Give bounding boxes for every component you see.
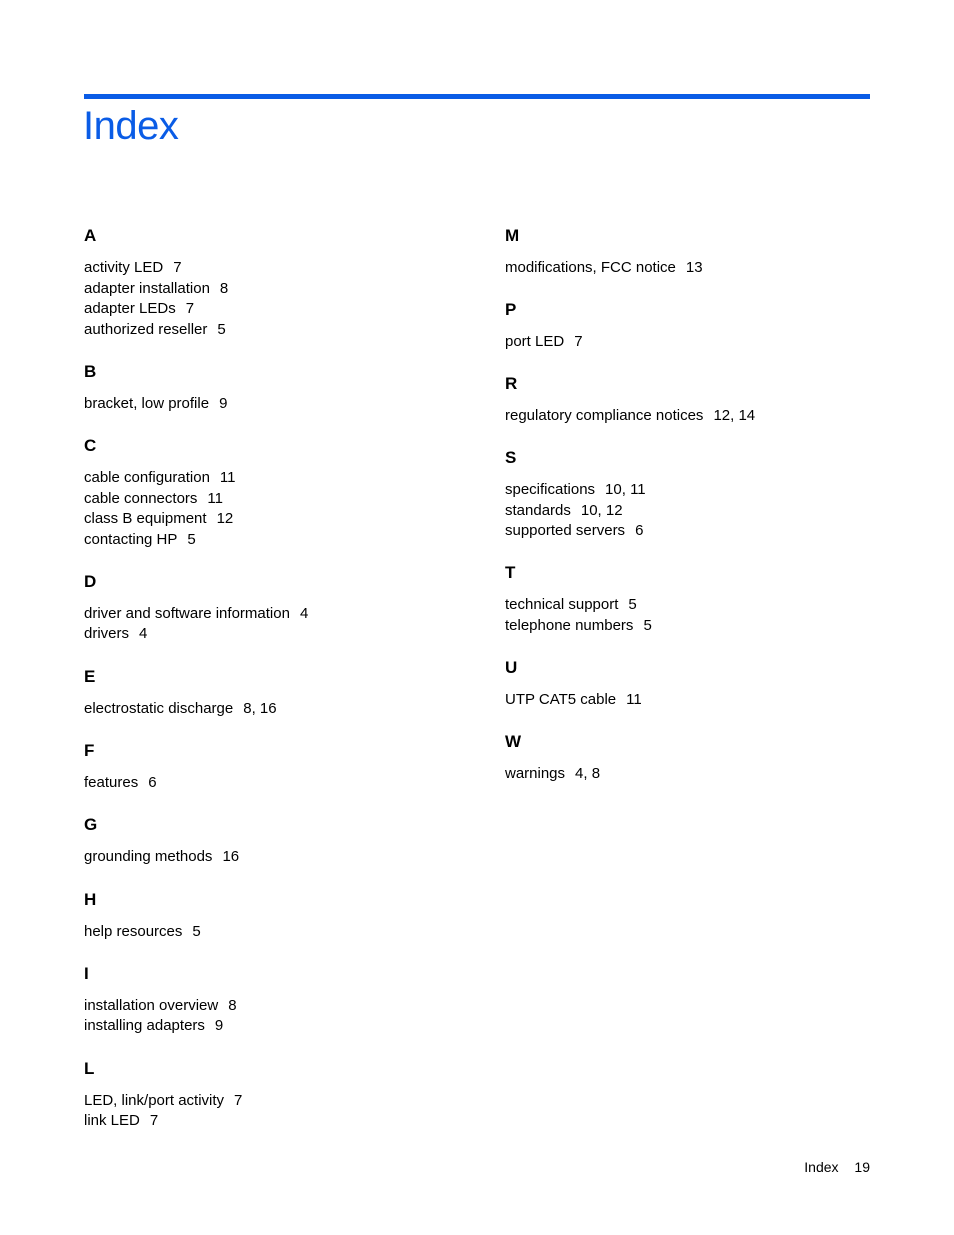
index-letter-heading: R <box>505 374 518 393</box>
index-term: contacting HP <box>84 530 178 548</box>
index-entry <box>84 922 484 943</box>
index-entry <box>505 764 905 785</box>
index-entry <box>84 279 484 300</box>
index-column-left <box>84 224 484 1151</box>
index-group-a <box>84 224 484 340</box>
index-term: installing adapters <box>84 1017 205 1035</box>
index-page-ref[interactable]: 13 <box>685 259 703 276</box>
index-term: port LED <box>505 333 565 350</box>
index-page-ref[interactable]: 5 <box>643 616 652 634</box>
index-term: adapter LEDs <box>84 300 176 317</box>
index-page-ref[interactable]: 8 <box>228 996 237 1014</box>
index-entry <box>84 1091 484 1112</box>
index-group-c <box>84 434 484 550</box>
index-entry <box>84 847 484 868</box>
index-term: UTP CAT5 cable <box>505 690 617 708</box>
index-entry <box>84 489 484 510</box>
index-page-ref[interactable]: 16 <box>222 848 240 866</box>
index-entry-list <box>84 468 484 550</box>
index-entry-list <box>84 699 484 720</box>
index-entry <box>84 624 484 645</box>
index-group-s <box>505 446 905 542</box>
index-page-ref[interactable]: 4 <box>299 604 309 622</box>
index-group-b <box>84 360 484 415</box>
index-group-l <box>84 1057 484 1132</box>
index-letter-heading: C <box>84 436 97 456</box>
index-page-ref[interactable]: 7 <box>185 300 195 317</box>
index-page-ref[interactable]: 8 <box>219 279 229 297</box>
index-entry-list <box>84 1091 484 1132</box>
index-term: warnings <box>505 764 566 782</box>
index-term: grounding methods <box>84 848 213 866</box>
index-letter-heading: A <box>84 226 97 245</box>
index-term: cable connectors <box>84 489 198 507</box>
index-page-ref[interactable]: 5 <box>628 596 637 613</box>
index-term: LED, link/port activity <box>84 1091 225 1109</box>
index-term: regulatory compliance notices <box>505 407 704 424</box>
index-column-right <box>505 224 905 804</box>
index-term: technical support <box>505 596 619 613</box>
index-entry <box>84 394 484 415</box>
index-entry-list <box>84 847 484 868</box>
index-entry-list <box>84 394 484 415</box>
index-entry <box>84 530 484 551</box>
index-group-e <box>84 665 484 720</box>
index-term: class B equipment <box>84 510 207 528</box>
index-term: standards <box>505 501 571 519</box>
index-term: driver and software information <box>84 604 290 622</box>
index-page-ref[interactable]: 11 <box>219 469 236 487</box>
index-entry <box>84 773 484 794</box>
index-entry-list <box>84 604 484 645</box>
index-group-w <box>505 730 905 785</box>
index-group-g <box>84 813 484 868</box>
index-entry-list <box>505 480 905 542</box>
index-entry-list <box>505 258 905 279</box>
index-term: help resources <box>84 922 183 940</box>
index-page-ref[interactable]: 11 <box>207 489 223 507</box>
index-term: installation overview <box>84 996 219 1014</box>
index-entry-list <box>505 690 905 711</box>
index-entry <box>84 604 484 625</box>
index-term: electrostatic discharge <box>84 699 234 717</box>
index-entry <box>505 332 905 353</box>
index-page-ref[interactable]: 7 <box>234 1091 243 1109</box>
index-page-ref[interactable]: 7 <box>173 259 182 276</box>
index-entry-list <box>84 996 484 1037</box>
index-entry <box>505 595 905 616</box>
index-entry <box>84 1111 484 1132</box>
index-page-ref[interactable]: 10, 11 <box>605 481 646 498</box>
index-page-ref[interactable]: 7 <box>574 333 583 350</box>
index-entry <box>505 480 905 501</box>
index-page-ref[interactable]: 11 <box>626 690 642 708</box>
index-term: activity LED <box>84 259 164 276</box>
index-entry-list <box>505 406 905 427</box>
index-page-ref[interactable]: 12, 14 <box>713 407 756 424</box>
index-term: supported servers <box>505 522 626 539</box>
index-entry <box>84 320 484 341</box>
index-page-ref[interactable]: 5 <box>187 530 196 548</box>
index-entry-list <box>505 595 905 636</box>
index-entry <box>505 521 905 542</box>
index-group-d <box>84 570 484 645</box>
index-letter-heading: W <box>505 731 522 751</box>
index-entry-list <box>84 773 484 794</box>
index-entry <box>84 509 484 530</box>
index-group-t <box>505 561 905 636</box>
index-group-u <box>505 656 905 711</box>
index-letter-heading: M <box>505 226 520 245</box>
index-entry <box>505 406 905 427</box>
index-group-r <box>505 372 905 427</box>
index-page-ref[interactable]: 7 <box>149 1112 159 1130</box>
index-entry <box>84 996 484 1017</box>
index-entry <box>84 699 484 720</box>
index-entry-list <box>84 922 484 943</box>
index-entry <box>505 501 905 522</box>
index-term: link LED <box>84 1112 140 1130</box>
index-term: telephone numbers <box>505 616 634 634</box>
index-letter-heading: U <box>505 657 518 677</box>
index-group-p <box>505 298 905 353</box>
page-title: Index <box>83 104 179 148</box>
index-group-h <box>84 888 484 943</box>
page-number: 19 <box>854 1159 870 1175</box>
index-term: authorized reseller <box>84 320 208 338</box>
index-page-ref[interactable]: 6 <box>148 773 157 791</box>
header-rule <box>84 94 870 99</box>
index-term: drivers <box>84 625 130 643</box>
index-entry-list <box>505 764 905 785</box>
index-group-m <box>505 224 905 279</box>
index-letter-heading: I <box>84 963 89 983</box>
footer-section-label: Index <box>804 1159 839 1175</box>
index-letter-heading: S <box>505 448 517 467</box>
index-letter-heading: F <box>84 740 95 760</box>
index-page-ref[interactable]: 6 <box>635 522 644 539</box>
index-entry <box>84 1016 484 1037</box>
index-entry <box>505 690 905 711</box>
index-entry <box>505 258 905 279</box>
index-entry <box>84 258 484 279</box>
index-page-ref[interactable]: 4, 8 <box>575 764 601 782</box>
index-entry-list <box>505 332 905 353</box>
index-letter-heading: T <box>505 563 516 582</box>
index-page-ref[interactable]: 5 <box>192 922 201 940</box>
index-term: features <box>84 773 139 791</box>
index-letter-heading: G <box>84 815 98 835</box>
index-entry <box>84 468 484 489</box>
index-entry <box>84 299 484 320</box>
index-entry-list <box>84 258 484 340</box>
index-page-ref[interactable]: 5 <box>217 320 226 338</box>
index-group-i <box>84 962 484 1037</box>
index-letter-heading: D <box>84 571 97 591</box>
index-letter-heading: H <box>84 889 97 909</box>
index-page-ref[interactable]: 9 <box>219 394 228 412</box>
index-term: adapter installation <box>84 279 210 297</box>
index-letter-heading: P <box>505 300 517 319</box>
index-entry <box>505 616 905 637</box>
index-term: specifications <box>505 481 596 498</box>
index-page-ref[interactable]: 9 <box>214 1017 224 1035</box>
index-term: cable configuration <box>84 469 210 487</box>
index-page-ref[interactable]: 4 <box>139 625 148 643</box>
index-term: bracket, low profile <box>84 394 210 412</box>
index-page-ref[interactable]: 10, 12 <box>580 501 623 519</box>
index-group-f <box>84 739 484 794</box>
index-page-ref[interactable]: 8, 16 <box>243 699 277 717</box>
index-letter-heading: B <box>84 361 97 381</box>
index-page-ref[interactable]: 12 <box>216 510 234 528</box>
index-term: modifications, FCC notice <box>505 259 676 276</box>
index-letter-heading: E <box>84 666 96 686</box>
index-letter-heading: L <box>84 1058 95 1078</box>
page-footer <box>804 1157 870 1177</box>
